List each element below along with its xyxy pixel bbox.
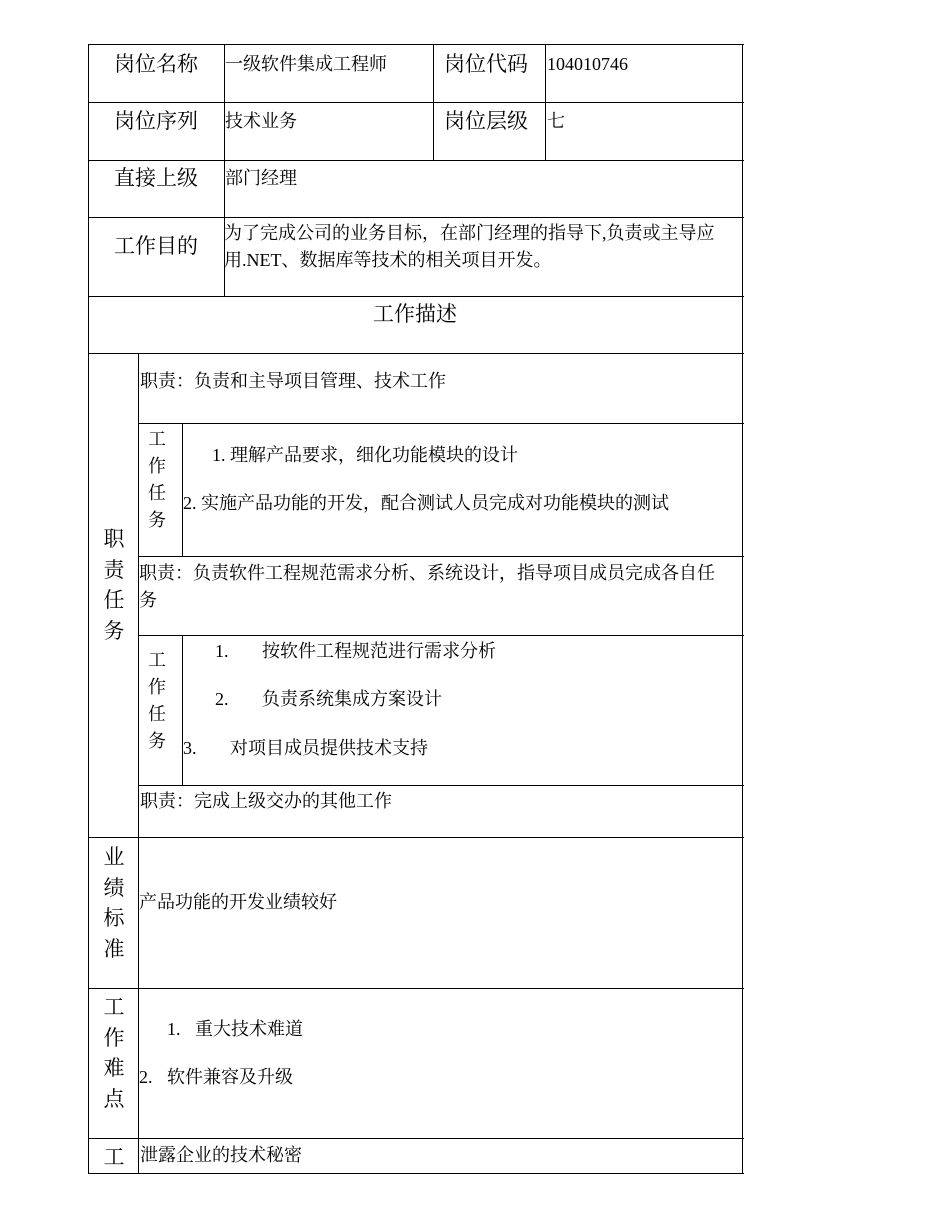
duty-1-task-1: 1. 理解产品要求，细化功能模块的设计 <box>212 445 518 465</box>
position-series-label: 岗位序列 <box>114 109 198 133</box>
row-divider <box>88 160 744 161</box>
row-divider <box>88 102 744 103</box>
col-divider <box>545 44 546 161</box>
row-divider <box>88 296 744 297</box>
difficulties-label: 工作难点 <box>103 995 125 1111</box>
difficulty-2: 软件兼容及升级 <box>167 1067 293 1087</box>
performance-text: 产品功能的开发业绩较好 <box>139 892 337 912</box>
position-level-label: 岗位层级 <box>444 109 528 133</box>
duty-2-task-2-num: 2. <box>215 689 229 709</box>
position-series-value: 技术业务 <box>225 111 297 131</box>
performance-label: 业绩标准 <box>103 845 125 961</box>
purpose-text: 为了完成公司的业务目标，在部门经理的指导下,负责或主导应用.NET、数据库等技术的相关项目开发。 <box>224 223 715 270</box>
row-divider <box>88 1138 744 1139</box>
duties-label: 职责任务 <box>103 527 125 643</box>
supervisor-value: 部门经理 <box>225 168 297 188</box>
position-name-label: 岗位名称 <box>114 52 198 76</box>
table-border-right <box>742 44 743 1174</box>
duty-2-task-2: 负责系统集成方案设计 <box>262 689 442 709</box>
position-name-value: 一级软件集成工程师 <box>225 54 387 74</box>
table-border-top <box>88 44 744 45</box>
position-code-label: 岗位代码 <box>444 52 528 76</box>
duty-2-task-1-num: 1. <box>215 641 229 661</box>
difficulty-1: 重大技术难道 <box>195 1019 303 1039</box>
row-divider <box>139 785 744 786</box>
last-row-text: 泄露企业的技术秘密 <box>140 1145 302 1165</box>
row-divider <box>139 556 744 557</box>
row-divider <box>88 217 744 218</box>
position-level-value: 七 <box>547 111 565 131</box>
table-border-bottom <box>88 1173 744 1174</box>
col-divider <box>433 44 434 161</box>
table-border-left <box>88 44 89 1174</box>
work-description-title: 工作描述 <box>373 302 457 326</box>
position-code-value: 104010746 <box>547 54 628 74</box>
row-divider <box>139 423 744 424</box>
row-divider <box>88 353 744 354</box>
difficulty-1-num: 1. <box>167 1019 181 1039</box>
col-divider <box>182 635 183 786</box>
supervisor-label: 直接上级 <box>114 166 198 190</box>
duty-1-text: 职责：负责和主导项目管理、技术工作 <box>140 371 446 391</box>
duty-1-task-label: 工作任务 <box>148 429 166 530</box>
duty-1-task-2: 2. 实施产品功能的开发，配合测试人员完成对功能模块的测试 <box>183 493 669 513</box>
duty-2-task-1: 按软件工程规范进行需求分析 <box>262 641 496 661</box>
row-divider <box>88 988 744 989</box>
duty-2-task-label: 工作任务 <box>148 650 166 751</box>
purpose-label: 工作目的 <box>114 234 198 258</box>
duty-3-text: 职责：完成上级交办的其他工作 <box>140 791 392 811</box>
col-divider <box>138 353 139 1174</box>
difficulty-2-num: 2. <box>139 1067 153 1087</box>
duty-2-task-3-num: 3. <box>183 738 197 758</box>
duty-2-text: 职责：负责软件工程规范需求分析、系统设计，指导项目成员完成各自任务 <box>139 563 715 610</box>
last-row-label: 工 <box>103 1145 125 1169</box>
row-divider <box>88 837 744 838</box>
duty-2-task-3: 对项目成员提供技术支持 <box>230 738 428 758</box>
row-divider <box>139 635 744 636</box>
col-divider <box>182 423 183 557</box>
